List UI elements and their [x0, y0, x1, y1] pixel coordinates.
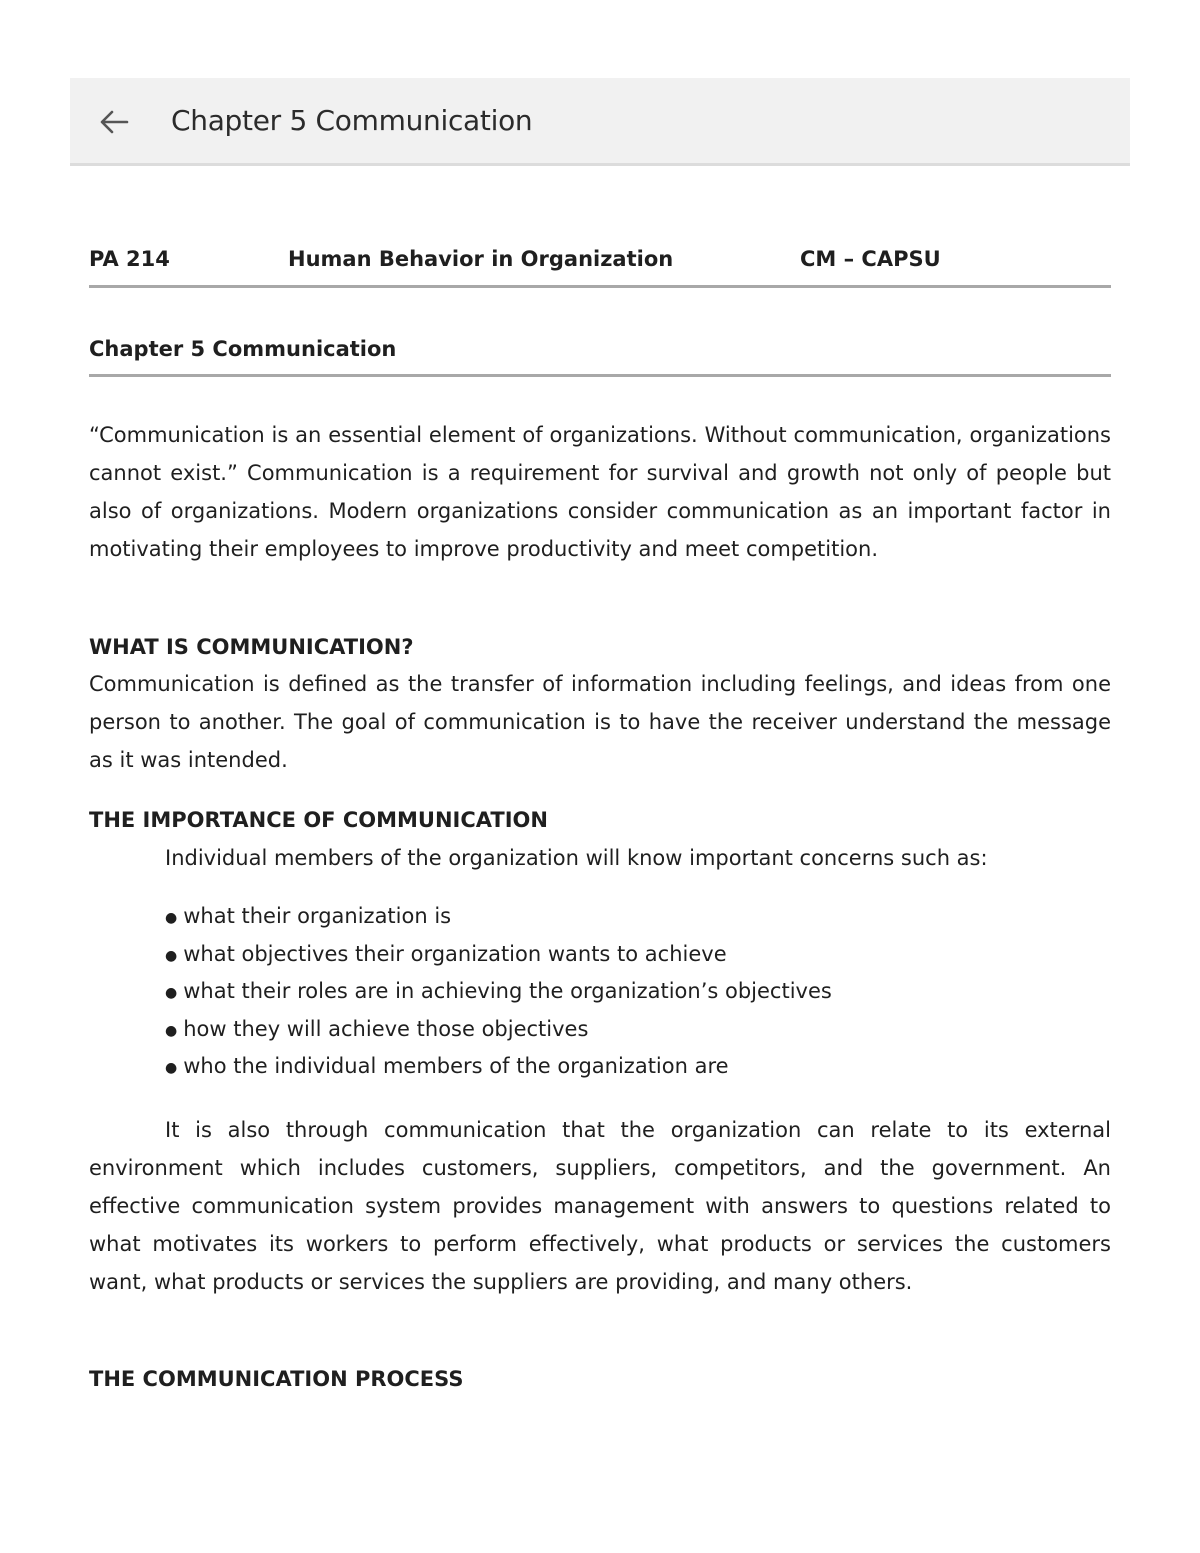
list-item: ● who the individual members of the organization are: [165, 1054, 729, 1078]
bullet-icon: ●: [165, 947, 178, 964]
list-item: ● what objectives their organization wants to achieve: [165, 941, 727, 966]
institution: CM – CAPSU: [800, 247, 941, 271]
intro-paragraph: “Communication is an essential element of organizations. Without communication, organizations cannot exist.” Communication is a requirement for survival and growth not only of people but also of organizations. Modern organizations consider communication as an important factor in motivating their employees to improve productivity and meet competition.: [89, 423, 1111, 561]
section-heading-process: THE COMMUNICATION PROCESS: [89, 1367, 464, 1391]
bullet-icon: ●: [165, 985, 178, 1001]
importance-lead: Individual members of the organization will know important concerns such as:: [165, 846, 988, 870]
page-title: Chapter 5 Communication: [171, 104, 533, 137]
document-header: [89, 240, 1111, 274]
course-title: Human Behavior in Organization: [288, 247, 674, 271]
back-button[interactable]: [92, 100, 136, 144]
list-item: ● what their roles are in achieving the organization’s objectives: [165, 979, 832, 1003]
header-divider: [89, 285, 1111, 288]
chapter-heading: Chapter 5 Communication: [89, 337, 397, 361]
course-code: PA 214: [89, 247, 170, 271]
list-item: ● what their organization is: [165, 904, 452, 928]
importance-list: [165, 898, 832, 1086]
section-heading-importance: THE IMPORTANCE OF COMMUNICATION: [89, 808, 548, 832]
app-bar: [70, 78, 1130, 166]
section-heading-what-is: WHAT IS COMMUNICATION?: [89, 635, 414, 659]
importance-closing-paragraph: It is also through communication that the organization can relate to its external environment which includes customers, suppliers, competitors, and the government. An effective communication system provides management with answers to questions related to what motivates its workers to perform effectively, what products or services the customers want, what products or services the suppliers are providing, and many others.: [89, 1118, 1111, 1294]
bullet-icon: ●: [165, 1060, 178, 1076]
list-item: ● how they will achieve those objectives: [165, 1016, 589, 1041]
arrow-left-icon: [99, 109, 129, 135]
what-is-paragraph: Communication is defined as the transfer of information including feelings, and ideas from one person to another. The goal of communication is to have the receiver understand the message as it was intended.: [89, 672, 1111, 772]
bullet-icon: ●: [165, 910, 178, 926]
bullet-icon: ●: [165, 1022, 178, 1039]
chapter-divider: [89, 374, 1111, 377]
